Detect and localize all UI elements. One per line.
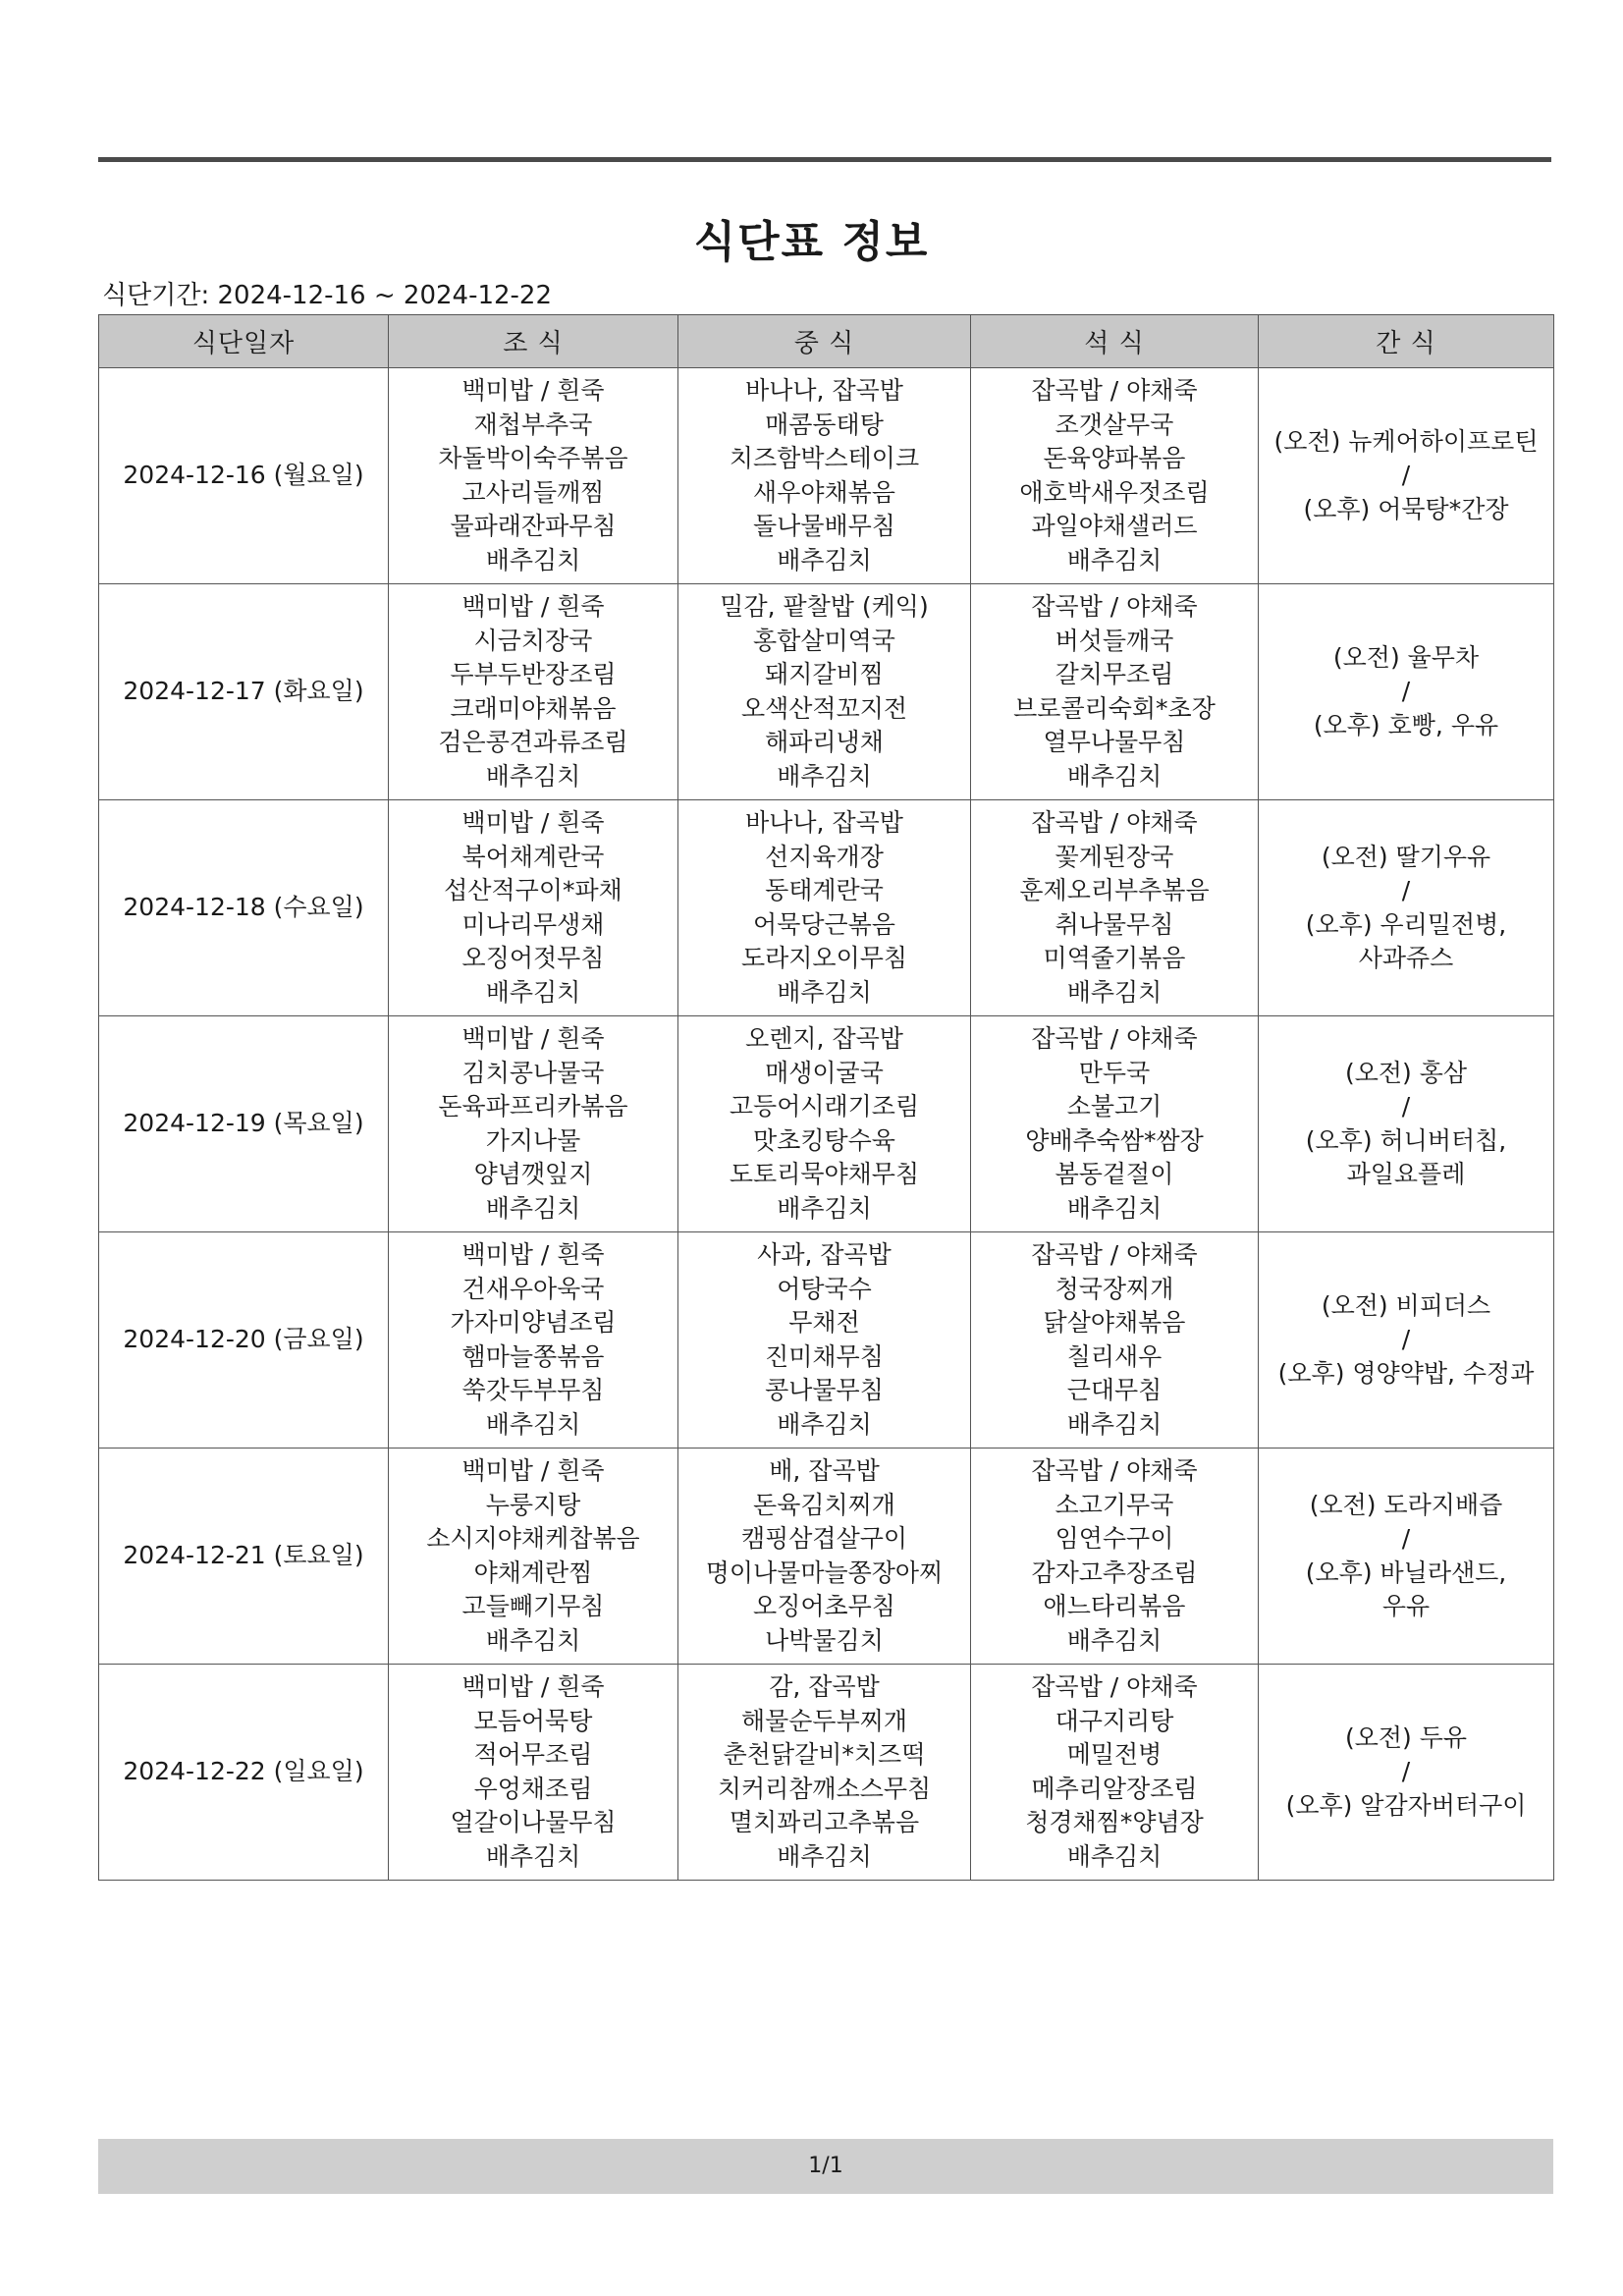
snack-item: (오후) 바닐라샌드, bbox=[1305, 1558, 1507, 1587]
snack-item: (오전) 두유 bbox=[1344, 1722, 1468, 1752]
breakfast-item: 야채계란찜 bbox=[473, 1558, 593, 1587]
dinner-item: 브로콜리숙회*초장 bbox=[1013, 693, 1216, 723]
breakfast-item: 고들빼기무침 bbox=[461, 1592, 605, 1620]
breakfast-item: 고사리들깨찜 bbox=[461, 477, 605, 507]
lunch-item: 새우야채볶음 bbox=[753, 477, 895, 507]
lunch-item: 감, 잡곡밥 bbox=[769, 1672, 880, 1701]
dinner-item: 갈치무조림 bbox=[1055, 660, 1174, 688]
breakfast-item: 백미밥 / 흰죽 bbox=[461, 1672, 605, 1701]
dinner-item: 꽃게된장국 bbox=[1055, 842, 1174, 871]
dinner-item: 임연수구이 bbox=[1055, 1524, 1174, 1553]
snack-item: / bbox=[1401, 461, 1411, 490]
dinner-item: 애호박새우젓조림 bbox=[1019, 477, 1210, 507]
dinner-item: 애느타리볶음 bbox=[1043, 1592, 1186, 1620]
date-cell: 2024-12-20 (금요일) bbox=[99, 1232, 389, 1449]
dinner-cell bbox=[971, 1016, 1259, 1232]
date-cell: 2024-12-21 (토요일) bbox=[99, 1449, 389, 1665]
dinner-item: 배추김치 bbox=[1066, 1409, 1163, 1439]
snack-item: / bbox=[1401, 1757, 1411, 1786]
breakfast-item: 배추김치 bbox=[485, 1193, 581, 1223]
lunch-item: 배추김치 bbox=[777, 1409, 872, 1439]
breakfast-item: 적어무조림 bbox=[473, 1740, 593, 1769]
breakfast-item: 북어채계란국 bbox=[461, 842, 605, 871]
snack-item: (오전) 율무차 bbox=[1332, 642, 1480, 672]
breakfast-item: 차돌박이숙주볶음 bbox=[438, 444, 628, 472]
lunch-item: 어탕국수 bbox=[777, 1274, 872, 1303]
snack-cell bbox=[1259, 800, 1554, 1016]
lunch-item: 진미채무침 bbox=[765, 1341, 884, 1371]
breakfast-item: 누룽지탕 bbox=[485, 1490, 581, 1519]
page-number: 1/1 bbox=[808, 2154, 843, 2178]
lunch-item: 돌나물배무침 bbox=[753, 512, 895, 540]
breakfast-item: 모듬어묵탕 bbox=[473, 1706, 593, 1735]
dinner-item: 잡곡밥 / 야채죽 bbox=[1031, 1456, 1198, 1485]
lunch-item: 도토리묵야채무침 bbox=[729, 1160, 920, 1188]
dinner-item: 소고기무국 bbox=[1055, 1490, 1174, 1519]
breakfast-item: 재첩부추국 bbox=[473, 410, 593, 439]
date-cell: 2024-12-18 (수요일) bbox=[99, 800, 389, 1016]
lunch-item: 바나나, 잡곡밥 bbox=[745, 808, 903, 837]
breakfast-item: 검은콩견과류조림 bbox=[438, 728, 628, 756]
snack-item: (오전) 비피더스 bbox=[1321, 1290, 1491, 1320]
date-cell: 2024-12-16 (월요일) bbox=[99, 368, 389, 584]
breakfast-item: 양념깻잎지 bbox=[473, 1160, 593, 1188]
lunch-item: 홍합살미역국 bbox=[753, 626, 895, 655]
breakfast-item: 배추김치 bbox=[485, 1409, 581, 1439]
header-snack: 간 식 bbox=[1259, 315, 1554, 368]
header-lunch: 중 식 bbox=[678, 315, 971, 368]
dinner-item: 훈제오리부추볶음 bbox=[1019, 876, 1210, 904]
breakfast-item: 얼갈이나물무침 bbox=[450, 1808, 617, 1836]
breakfast-item: 김치콩나물국 bbox=[461, 1058, 605, 1087]
lunch-item: 고등어시래기조림 bbox=[729, 1092, 920, 1121]
table-row bbox=[99, 1016, 1554, 1232]
snack-item: (오후) 알감자버터구이 bbox=[1285, 1790, 1527, 1820]
dinner-cell bbox=[971, 800, 1259, 1016]
dinner-item: 잡곡밥 / 야채죽 bbox=[1031, 808, 1198, 837]
table-header-row bbox=[99, 315, 1554, 368]
lunch-item: 오렌지, 잡곡밥 bbox=[745, 1024, 903, 1053]
lunch-cell bbox=[678, 1665, 971, 1881]
lunch-item: 도라지오이무침 bbox=[740, 944, 908, 972]
breakfast-item: 두부두반장조림 bbox=[450, 660, 617, 688]
lunch-item: 오색산적꼬지전 bbox=[740, 693, 908, 723]
dinner-item: 청경채찜*양념장 bbox=[1025, 1808, 1204, 1836]
dinner-item: 잡곡밥 / 야채죽 bbox=[1031, 592, 1198, 621]
dinner-item: 감자고추장조림 bbox=[1031, 1558, 1198, 1587]
breakfast-item: 오징어젓무침 bbox=[461, 944, 605, 972]
lunch-item: 배추김치 bbox=[777, 977, 872, 1007]
header-breakfast: 조 식 bbox=[389, 315, 678, 368]
breakfast-cell bbox=[389, 1665, 678, 1881]
breakfast-item: 돈육파프리카볶음 bbox=[438, 1092, 628, 1121]
dinner-item: 메밀전병 bbox=[1066, 1740, 1163, 1769]
meal-table bbox=[98, 314, 1554, 1881]
lunch-item: 오징어초무침 bbox=[753, 1592, 895, 1620]
lunch-item: 매생이굴국 bbox=[765, 1058, 884, 1087]
top-divider bbox=[98, 157, 1551, 162]
lunch-item: 돼지갈비찜 bbox=[765, 660, 884, 688]
lunch-item: 어묵당근볶음 bbox=[753, 909, 895, 939]
table-body bbox=[99, 368, 1554, 1881]
lunch-item: 나박물김치 bbox=[765, 1625, 884, 1655]
breakfast-item: 백미밥 / 흰죽 bbox=[461, 1240, 605, 1269]
lunch-item: 캠핑삼겹살구이 bbox=[740, 1524, 908, 1553]
breakfast-item: 시금치장국 bbox=[473, 626, 593, 655]
date-cell: 2024-12-19 (목요일) bbox=[99, 1016, 389, 1232]
lunch-cell bbox=[678, 1232, 971, 1449]
dinner-item: 잡곡밥 / 야채죽 bbox=[1031, 1024, 1198, 1053]
lunch-item: 춘천닭갈비*치즈떡 bbox=[723, 1740, 926, 1769]
breakfast-cell bbox=[389, 368, 678, 584]
dinner-item: 청국장찌개 bbox=[1055, 1274, 1174, 1303]
lunch-item: 해물순두부찌개 bbox=[740, 1706, 908, 1735]
lunch-item: 사과, 잡곡밥 bbox=[757, 1240, 892, 1269]
lunch-cell bbox=[678, 1016, 971, 1232]
snack-item: (오후) 허니버터칩, bbox=[1305, 1125, 1507, 1155]
snack-item: 사과쥬스 bbox=[1358, 944, 1454, 972]
dinner-item: 양배추숙쌈*쌈장 bbox=[1025, 1125, 1204, 1155]
dinner-item: 만두국 bbox=[1078, 1058, 1151, 1087]
lunch-cell bbox=[678, 584, 971, 800]
breakfast-item: 배추김치 bbox=[485, 761, 581, 791]
breakfast-item: 백미밥 / 흰죽 bbox=[461, 592, 605, 621]
breakfast-item: 물파래잔파무침 bbox=[450, 512, 617, 540]
snack-cell bbox=[1259, 1232, 1554, 1449]
snack-item: (오전) 딸기우유 bbox=[1321, 842, 1491, 871]
dinner-cell bbox=[971, 1449, 1259, 1665]
snack-item: / bbox=[1401, 1325, 1411, 1354]
lunch-item: 선지육개장 bbox=[765, 842, 884, 871]
footer-bar bbox=[98, 2139, 1553, 2194]
breakfast-item: 크래미야채볶음 bbox=[450, 693, 617, 723]
dinner-cell bbox=[971, 584, 1259, 800]
lunch-item: 맛초킹탕수육 bbox=[753, 1125, 895, 1155]
dinner-cell bbox=[971, 1232, 1259, 1449]
breakfast-item: 섭산적구이*파채 bbox=[444, 876, 622, 904]
lunch-item: 콩나물무침 bbox=[765, 1376, 884, 1404]
header-dinner: 석 식 bbox=[971, 315, 1259, 368]
lunch-item: 멸치꽈리고추볶음 bbox=[729, 1808, 920, 1836]
lunch-item: 매콤동태탕 bbox=[765, 410, 884, 439]
dinner-cell bbox=[971, 368, 1259, 584]
dinner-item: 열무나물무침 bbox=[1043, 728, 1186, 756]
breakfast-cell bbox=[389, 1449, 678, 1665]
snack-item: (오후) 호빵, 우유 bbox=[1313, 710, 1499, 739]
header-date: 식단일자 bbox=[99, 315, 389, 368]
dinner-item: 배추김치 bbox=[1066, 1841, 1163, 1871]
breakfast-cell bbox=[389, 1016, 678, 1232]
lunch-item: 배추김치 bbox=[777, 761, 872, 791]
breakfast-item: 소시지야채케찹볶음 bbox=[426, 1524, 640, 1553]
breakfast-cell bbox=[389, 584, 678, 800]
snack-item: 우유 bbox=[1381, 1592, 1431, 1620]
table-row bbox=[99, 368, 1554, 584]
page-title: 식단표 정보 bbox=[693, 217, 930, 267]
dinner-item: 배추김치 bbox=[1066, 977, 1163, 1007]
dinner-item: 잡곡밥 / 야채죽 bbox=[1031, 1240, 1198, 1269]
breakfast-item: 배추김치 bbox=[485, 1625, 581, 1655]
table-row bbox=[99, 1232, 1554, 1449]
dinner-item: 배추김치 bbox=[1066, 1193, 1163, 1223]
lunch-cell bbox=[678, 800, 971, 1016]
lunch-item: 배추김치 bbox=[777, 1193, 872, 1223]
dinner-item: 칠리새우 bbox=[1066, 1341, 1163, 1371]
breakfast-item: 백미밥 / 흰죽 bbox=[461, 1024, 605, 1053]
breakfast-item: 가자미양념조림 bbox=[450, 1308, 617, 1337]
breakfast-cell bbox=[389, 1232, 678, 1449]
breakfast-item: 배추김치 bbox=[485, 545, 581, 574]
date-cell: 2024-12-22 (일요일) bbox=[99, 1665, 389, 1881]
dinner-item: 봄동겉절이 bbox=[1055, 1160, 1174, 1188]
snack-item: / bbox=[1401, 1092, 1411, 1121]
dinner-item: 배추김치 bbox=[1066, 1625, 1163, 1655]
snack-item: / bbox=[1401, 1524, 1411, 1553]
table-row bbox=[99, 1449, 1554, 1665]
snack-item: (오전) 뉴케어하이프로틴 bbox=[1273, 426, 1539, 456]
table-row bbox=[99, 800, 1554, 1016]
dinner-item: 배추김치 bbox=[1066, 761, 1163, 791]
breakfast-item: 백미밥 / 흰죽 bbox=[461, 808, 605, 837]
snack-cell bbox=[1259, 584, 1554, 800]
meal-period: 식단기간: 2024-12-16 ~ 2024-12-22 bbox=[102, 281, 553, 310]
lunch-item: 배추김치 bbox=[777, 545, 872, 574]
dinner-item: 대구지리탕 bbox=[1055, 1706, 1174, 1735]
dinner-item: 배추김치 bbox=[1066, 545, 1163, 574]
lunch-item: 무채전 bbox=[788, 1308, 860, 1337]
lunch-cell bbox=[678, 1449, 971, 1665]
snack-item: (오후) 어묵탕*간장 bbox=[1303, 494, 1509, 523]
snack-item: (오후) 영양약밥, 수정과 bbox=[1277, 1358, 1535, 1388]
lunch-item: 명이나물마늘쫑장아찌 bbox=[705, 1558, 944, 1587]
dinner-item: 조갯살무국 bbox=[1055, 410, 1174, 439]
date-cell: 2024-12-17 (화요일) bbox=[99, 584, 389, 800]
dinner-item: 버섯들깨국 bbox=[1055, 626, 1174, 655]
lunch-item: 동태계란국 bbox=[765, 876, 884, 904]
dinner-item: 닭살야채볶음 bbox=[1043, 1308, 1186, 1337]
snack-item: (오전) 홍삼 bbox=[1344, 1058, 1468, 1087]
breakfast-cell bbox=[389, 800, 678, 1016]
dinner-item: 근대무침 bbox=[1066, 1376, 1163, 1404]
dinner-cell bbox=[971, 1665, 1259, 1881]
snack-item: / bbox=[1401, 677, 1411, 706]
breakfast-item: 백미밥 / 흰죽 bbox=[461, 1456, 605, 1485]
breakfast-item: 배추김치 bbox=[485, 1841, 581, 1871]
dinner-item: 과일야채샐러드 bbox=[1031, 512, 1198, 540]
dinner-item: 취나물무침 bbox=[1055, 909, 1174, 939]
breakfast-item: 햄마늘쫑볶음 bbox=[461, 1341, 605, 1371]
snack-item: 과일요플레 bbox=[1346, 1160, 1466, 1188]
snack-cell bbox=[1259, 368, 1554, 584]
snack-cell bbox=[1259, 1449, 1554, 1665]
snack-cell bbox=[1259, 1665, 1554, 1881]
dinner-item: 잡곡밥 / 야채죽 bbox=[1031, 1672, 1198, 1701]
lunch-item: 해파리냉채 bbox=[765, 728, 884, 756]
lunch-item: 밀감, 팥찰밥 (케익) bbox=[720, 592, 929, 621]
dinner-item: 소불고기 bbox=[1066, 1092, 1163, 1121]
table-row bbox=[99, 584, 1554, 800]
snack-cell bbox=[1259, 1016, 1554, 1232]
dinner-item: 미역줄기볶음 bbox=[1043, 944, 1186, 972]
breakfast-item: 우엉채조림 bbox=[473, 1774, 593, 1803]
snack-item: (오전) 도라지배즙 bbox=[1309, 1490, 1503, 1519]
lunch-item: 배추김치 bbox=[777, 1841, 872, 1871]
breakfast-item: 가지나물 bbox=[485, 1125, 581, 1155]
breakfast-item: 건새우아욱국 bbox=[461, 1274, 605, 1303]
snack-item: / bbox=[1401, 876, 1411, 904]
table-row bbox=[99, 1665, 1554, 1881]
breakfast-item: 배추김치 bbox=[485, 977, 581, 1007]
lunch-item: 돈육김치찌개 bbox=[753, 1490, 895, 1519]
snack-item: (오후) 우리밀전병, bbox=[1305, 909, 1507, 939]
breakfast-item: 미나리무생채 bbox=[461, 909, 605, 939]
lunch-item: 치커리참깨소스무침 bbox=[717, 1774, 932, 1803]
dinner-item: 메추리알장조림 bbox=[1031, 1774, 1198, 1803]
lunch-cell bbox=[678, 368, 971, 584]
lunch-item: 바나나, 잡곡밥 bbox=[745, 376, 903, 405]
dinner-item: 잡곡밥 / 야채죽 bbox=[1031, 376, 1198, 405]
lunch-item: 배, 잡곡밥 bbox=[769, 1456, 880, 1485]
breakfast-item: 백미밥 / 흰죽 bbox=[461, 376, 605, 405]
breakfast-item: 쑥갓두부무침 bbox=[461, 1376, 605, 1404]
lunch-item: 치즈함박스테이크 bbox=[729, 444, 920, 472]
dinner-item: 돈육양파볶음 bbox=[1043, 444, 1186, 472]
